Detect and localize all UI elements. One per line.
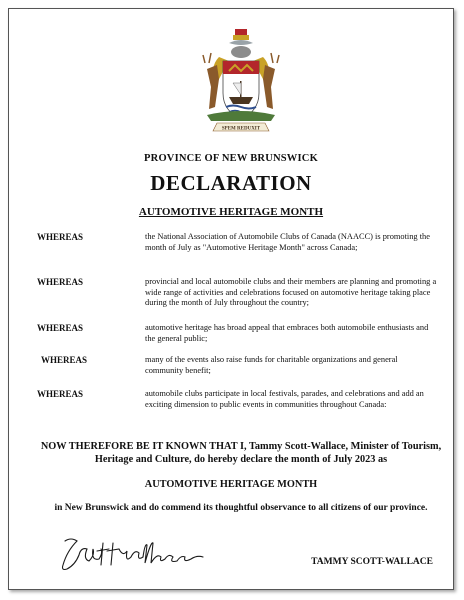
whereas-text: the National Association of Automobile Clubs of Canada (NAACC) is promoting the month of July as "Automotive Heritage Month" across Canada; [145,232,430,252]
whereas-label: WHEREAS [41,355,88,365]
proclamation-closing: in New Brunswick and do commend its thoughtful observance to all citizens of our province. [54,503,428,513]
province-heading: PROVINCE OF NEW BRUNSWICK [144,153,318,164]
handwritten-signature [57,535,209,575]
whereas-text: provincial and local automobile clubs and their members are planning and promoting a wide range of activities and celebrations focused on automotive heritage taking place during the month of July throughout the country; [145,277,437,308]
signature-text: Scott Wallace [57,535,63,536]
declaration-subtitle: AUTOMOTIVE HERITAGE MONTH [138,206,324,218]
whereas-text: automotive heritage has broad appeal that embraces both automobile enthusiasts and the general public; [145,323,429,343]
whereas-text: many of the events also raise funds for charitable organizations and general community benefit; [145,355,398,375]
signer-name: TAMMY SCOTT-WALLACE [311,557,433,567]
coat-of-arms-icon [199,27,283,137]
proclamation-statement: NOW THEREFORE BE IT KNOWN THAT I, Tammy Scott-Wallace, Minister of Tourism, Heritage and Culture, do hereby declare the month of July 2023 as [40,441,442,465]
whereas-label: WHEREAS [37,232,84,242]
whereas-label: WHEREAS [37,277,84,287]
whereas-label: WHEREAS [37,323,84,333]
page-title: DECLARATION [150,171,312,195]
whereas-text: automobile clubs participate in local festivals, parades, and celebrations and add an exciting dimension to public events in communities throughout Canada: [145,389,424,409]
whereas-label: WHEREAS [37,389,84,399]
declaration-page [8,8,454,590]
crest-motto: SPEM REDUXIT [221,126,261,132]
proclaimed-month: AUTOMOTIVE HERITAGE MONTH [144,479,318,490]
